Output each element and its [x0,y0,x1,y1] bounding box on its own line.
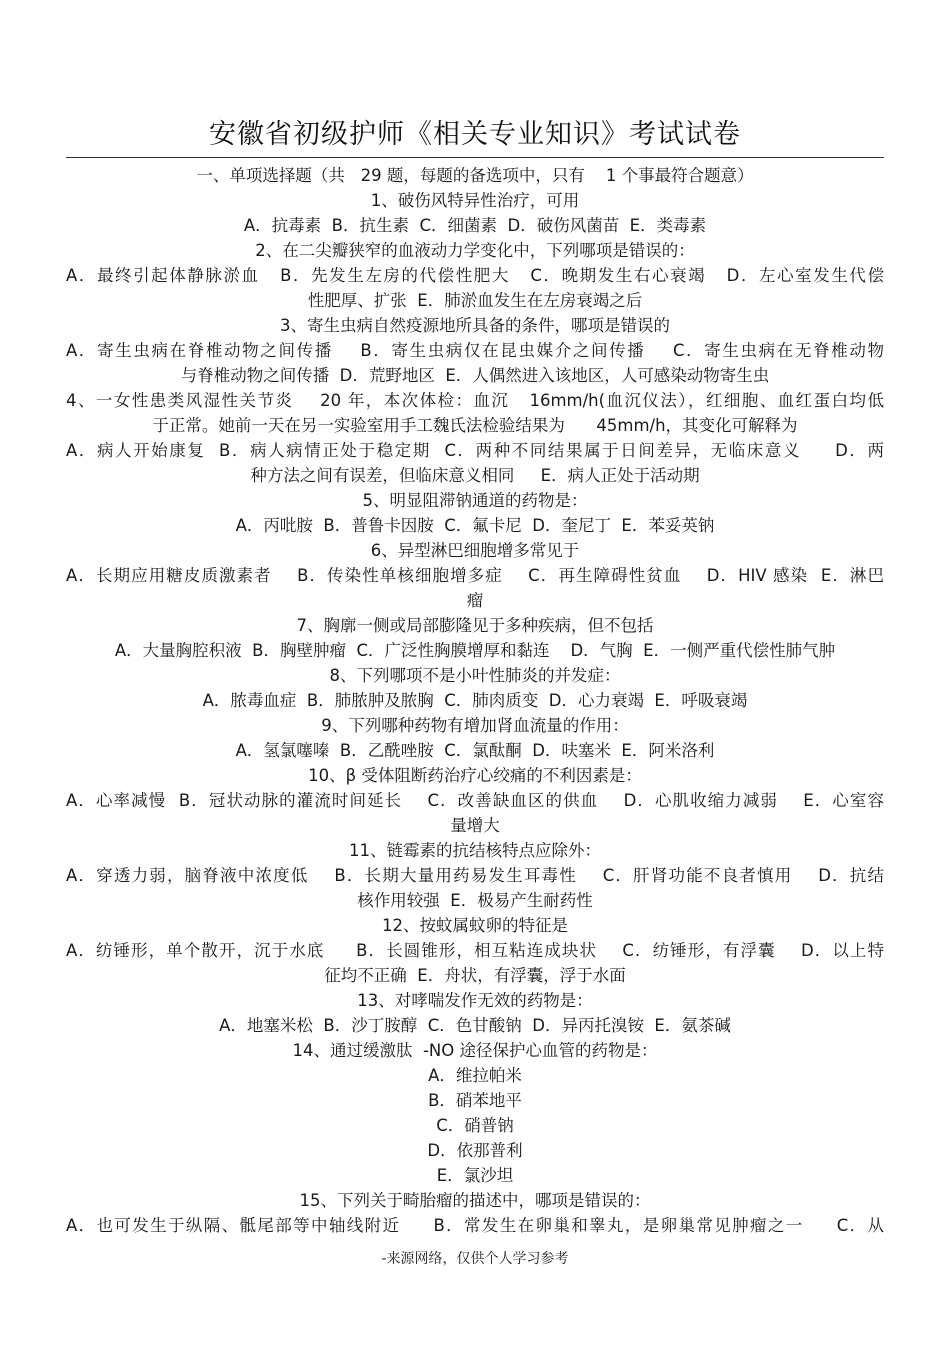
title-divider [66,157,884,158]
text-line: C．硝普钠 [436,1116,514,1135]
text-line: A．心率减慢 B．冠状动脉的灌流时间延长 C．改善缺血区的供血 D．心肌收缩力减弱 E．心室容 [66,791,884,810]
text-line: 9、下列哪种药物有增加肾血流量的作用： [321,716,629,735]
text-line: A．氢氯噻嗪 B．乙酰唑胺 C．氯酞酮 D．呋塞米 E．阿米洛利 [235,741,715,760]
text-line: 与脊椎动物之间传播 D．荒野地区 E．人偶然进入该地区，人可感染动物寄生虫 [180,366,770,385]
text-line: 种方法之间有误差，但临床意义相同 E．病人正处于活动期 [250,466,700,485]
text-line: 量增大 [450,816,500,835]
text-line: 征均不正确 E．舟状，有浮囊，浮于水面 [324,966,626,985]
text-line: 13、对哮喘发作无效的药物是： [357,991,593,1010]
text-line: 一、单项选择题（共 29 题，每题的备选项中，只有 1 个事最符合题意） [196,166,754,185]
text-line: B．硝苯地平 [428,1091,522,1110]
text-line: A．地塞米松 B．沙丁胺醇 C．色甘酸钠 D．异丙托溴铵 E．氨茶碱 [219,1016,731,1035]
page-footer: -来源网络，仅供个人学习参考 [381,1251,569,1267]
text-line: 5、明显阻滞钠通道的药物是： [362,491,588,510]
text-line: 2、在二尖瓣狭窄的血液动力学变化中，下列哪项是错误的： [255,241,695,260]
text-line: A．长期应用糖皮质激素者 B．传染性单核细胞增多症 C．再生障碍性贫血 D．HIV 感染 E．淋巴 [66,566,884,585]
text-line: A．抗毒素 B．抗生素 C．细菌素 D．破伤风菌苗 E．类毒素 [243,216,707,235]
text-line: 14、通过缓激肽 -NO 途径保护心血管的药物是： [292,1041,658,1060]
text-line: 性肥厚、扩张 E．肺淤血发生在左房衰竭之后 [307,291,643,310]
text-line: 8、下列哪项不是小叶性肺炎的并发症： [329,666,621,685]
text-line: 7、胸廓一侧或局部膨隆见于多种疾病，但不包括 [296,616,654,635]
text-line: 瘤 [466,591,484,610]
text-line: A．维拉帕米 [428,1066,522,1085]
text-line: 于正常。她前一天在另一实验室用手工魏氏法检验结果为 45mm/h，其变化可解释为 [152,416,798,435]
text-line: A．也可发生于纵隔、骶尾部等中轴线附近 B．常发生在卵巢和睾丸，是卵巢常见肿瘤之一 C．从 [66,1216,884,1235]
text-line: A．最终引起体静脉淤血 B．先发生左房的代偿性肥大 C．晚期发生右心衰竭 D．左心室发生代偿 [66,266,884,285]
text-line: E．氯沙坦 [436,1166,514,1185]
text-line: 11、链霉素的抗结核特点应除外： [349,841,601,860]
text-line: 12、按蚊属蚊卵的特征是 [382,916,568,935]
text-line: 6、异型淋巴细胞增多常见于 [370,541,580,560]
text-line: A．寄生虫病在脊椎动物之间传播 B．寄生虫病仅在昆虫媒介之间传播 C．寄生虫病在无脊椎动物 [66,341,884,360]
text-line: 1、破伤风特异性治疗，可用 [370,191,580,210]
text-line: 10、β 受体阻断药治疗心绞痛的不利因素是： [308,766,642,785]
text-line: A．丙吡胺 B．普鲁卡因胺 C．氟卡尼 D．奎尼丁 E．苯妥英钠 [235,516,715,535]
text-line: 4、一女性患类风湿性关节炎 20 年，本次体检：血沉 16mm/h(血沉仪法），红细胞、血红蛋白均低 [66,391,884,410]
exam-body [66,163,884,1238]
text-line: 核作用较强 E．极易产生耐药性 [357,891,593,910]
text-line: D．依那普利 [427,1141,523,1160]
text-line: A．病人开始康复 B．病人病情正处于稳定期 C．两种不同结果属于日间差异，无临床意义 D．两 [66,441,884,460]
page-title: 安徽省初级护师《相关专业知识》考试试卷 [209,119,741,150]
text-line: A．脓毒血症 B．肺脓肿及脓胸 C．肺肉质变 D．心力衰竭 E．呼吸衰竭 [202,691,748,710]
text-line: 3、寄生虫病自然疫源地所具备的条件，哪项是错误的 [280,316,670,335]
text-line: A．穿透力弱，脑脊液中浓度低 B．长期大量用药易发生耳毒性 C．肝肾功能不良者慎用 D．抗结 [66,866,884,885]
text-line: 15、下列关于畸胎瘤的描述中，哪项是错误的： [299,1191,651,1210]
text-line: A．纺锤形，单个散开，沉于水底 B．长圆锥形，相互粘连成块状 C．纺锤形，有浮囊 D．以上特 [66,941,884,960]
text-line: A．大量胸腔积液 B．胸壁肿瘤 C．广泛性胸膜增厚和黏连 D．气胸 E．一侧严重代偿性肺气肿 [114,641,836,660]
